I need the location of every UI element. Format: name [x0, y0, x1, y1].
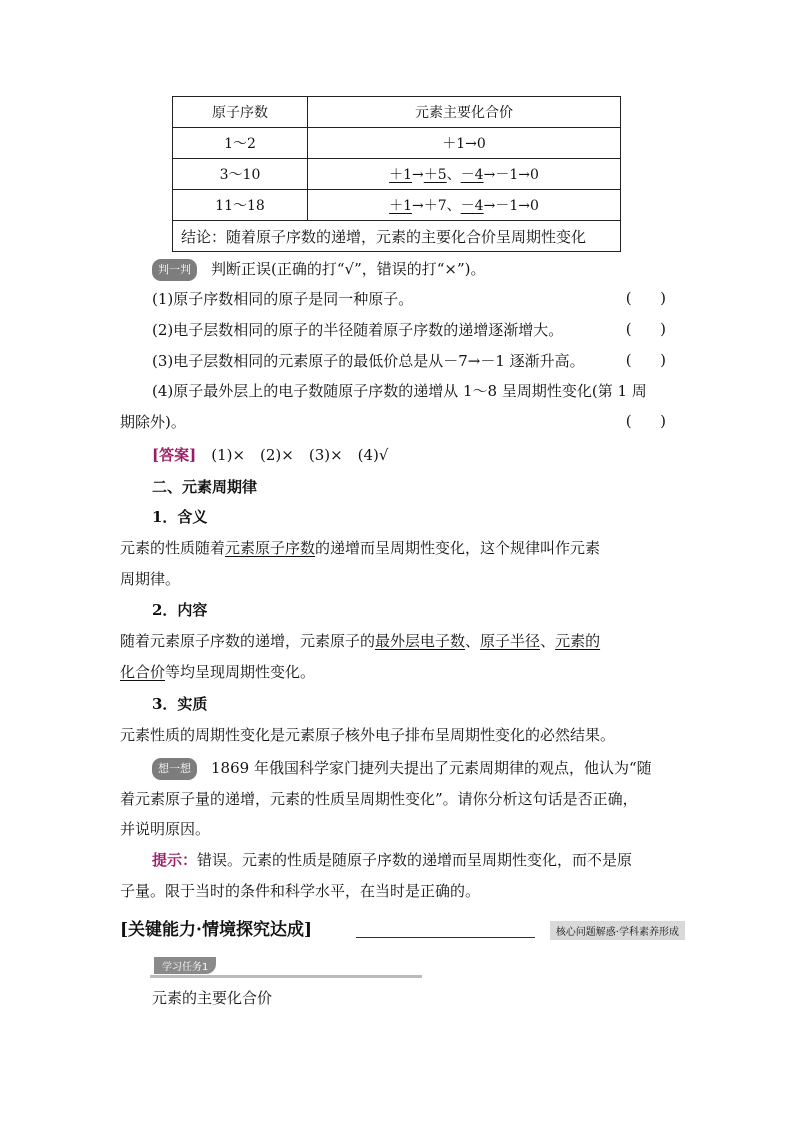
valence-table	[172, 96, 621, 252]
valence-cell: ＋1→＋5、－4→－1→0	[308, 159, 621, 190]
judge-instruction-line	[152, 259, 486, 281]
task-heading: 元素的主要化合价	[152, 989, 273, 1007]
answer-blank: ( )	[625, 289, 666, 307]
judge-item-4: (4)原子最外层上的电子数随原子序数的递增从 1～8 呈周期性变化(第 1 周	[152, 382, 647, 400]
valence-cell: ＋1→＋7、－4→－1→0	[308, 190, 621, 221]
section-bar-title: [关键能力·情境探究达成]	[120, 920, 313, 940]
think-badge: 想一想	[152, 758, 197, 780]
answer-label: [答案]	[152, 446, 197, 464]
content-line-1: 随着元素原子序数的递增，元素原子的最外层电子数、原子半径、元素的	[120, 632, 601, 650]
subsection-title-2: 2．内容	[152, 601, 208, 619]
judge-instruction: 判断正误(正确的打“√”，错误的打“×”)。	[211, 260, 486, 278]
section-bar-tag: 核心问题解惑·学科素养形成	[550, 921, 685, 940]
answer-blank: ( )	[625, 412, 666, 430]
section-divider	[356, 937, 535, 938]
answer-line	[152, 445, 388, 465]
task-tab	[150, 957, 422, 978]
table-header-row	[173, 97, 621, 128]
table-row	[173, 159, 621, 190]
think-line-3: 并说明原因。	[120, 820, 211, 838]
essence-line: 元素性质的周期性变化是元素原子核外电子排布呈周期性变化的必然结果。	[120, 726, 616, 744]
range-cell: 11～18	[173, 190, 308, 221]
conclusion-cell: 结论：随着原子序数的递增，元素的主要化合价呈周期性变化	[173, 221, 621, 252]
hint-label: 提示：	[152, 851, 198, 869]
table-row	[173, 190, 621, 221]
judge-item-4-cont: 期除外)。	[120, 413, 186, 431]
hint-line-2: 子量。限于当时的条件和科学水平，在当时是正确的。	[120, 882, 481, 900]
think-line-2: 着元素原子量的递增，元素的性质呈周期性变化”。请你分析这句话是否正确，	[120, 790, 638, 808]
header-cell: 元素主要化合价	[308, 97, 621, 128]
header-cell: 原子序数	[173, 97, 308, 128]
think-line-1: 想一想 1869 年俄国科学家门捷列夫提出了元素周期律的观点，他认为“随	[152, 758, 652, 780]
conclusion-row	[173, 221, 621, 252]
valence-cell: ＋1→0	[308, 128, 621, 159]
judge-item-3: (3)电子层数相同的元素原子的最低价总是从－7→－1 逐渐升高。	[152, 352, 585, 370]
section-heading: 二、元素周期律	[152, 478, 258, 496]
range-cell: 1～2	[173, 128, 308, 159]
definition-line-1: 元素的性质随着元素原子序数的递增而呈周期性变化，这个规律叫作元素	[120, 539, 601, 557]
definition-line-2: 周期律。	[120, 570, 181, 588]
content-line-2: 化合价等均呈现周期性变化。	[120, 663, 316, 681]
judge-item-2: (2)电子层数相同的原子的半径随着原子序数的递增逐渐增大。	[152, 321, 564, 339]
section-bar	[120, 913, 685, 939]
subsection-title-1: 1．含义	[152, 508, 208, 526]
range-cell: 3～10	[173, 159, 308, 190]
answer-text: (1)× (2)× (3)× (4)√	[211, 446, 389, 464]
table-row	[173, 128, 621, 159]
judge-item-1: (1)原子序数相同的原子是同一种原子。	[152, 290, 414, 308]
task-label: 学习任务1	[154, 957, 216, 974]
judge-badge: 判一判	[152, 259, 197, 281]
subsection-title-3: 3．实质	[152, 695, 208, 713]
answer-blank: ( )	[625, 320, 666, 338]
hint-line-1: 提示：错误。元素的性质是随原子序数的递增而呈周期性变化，而不是原	[152, 851, 633, 869]
answer-blank: ( )	[625, 351, 666, 369]
